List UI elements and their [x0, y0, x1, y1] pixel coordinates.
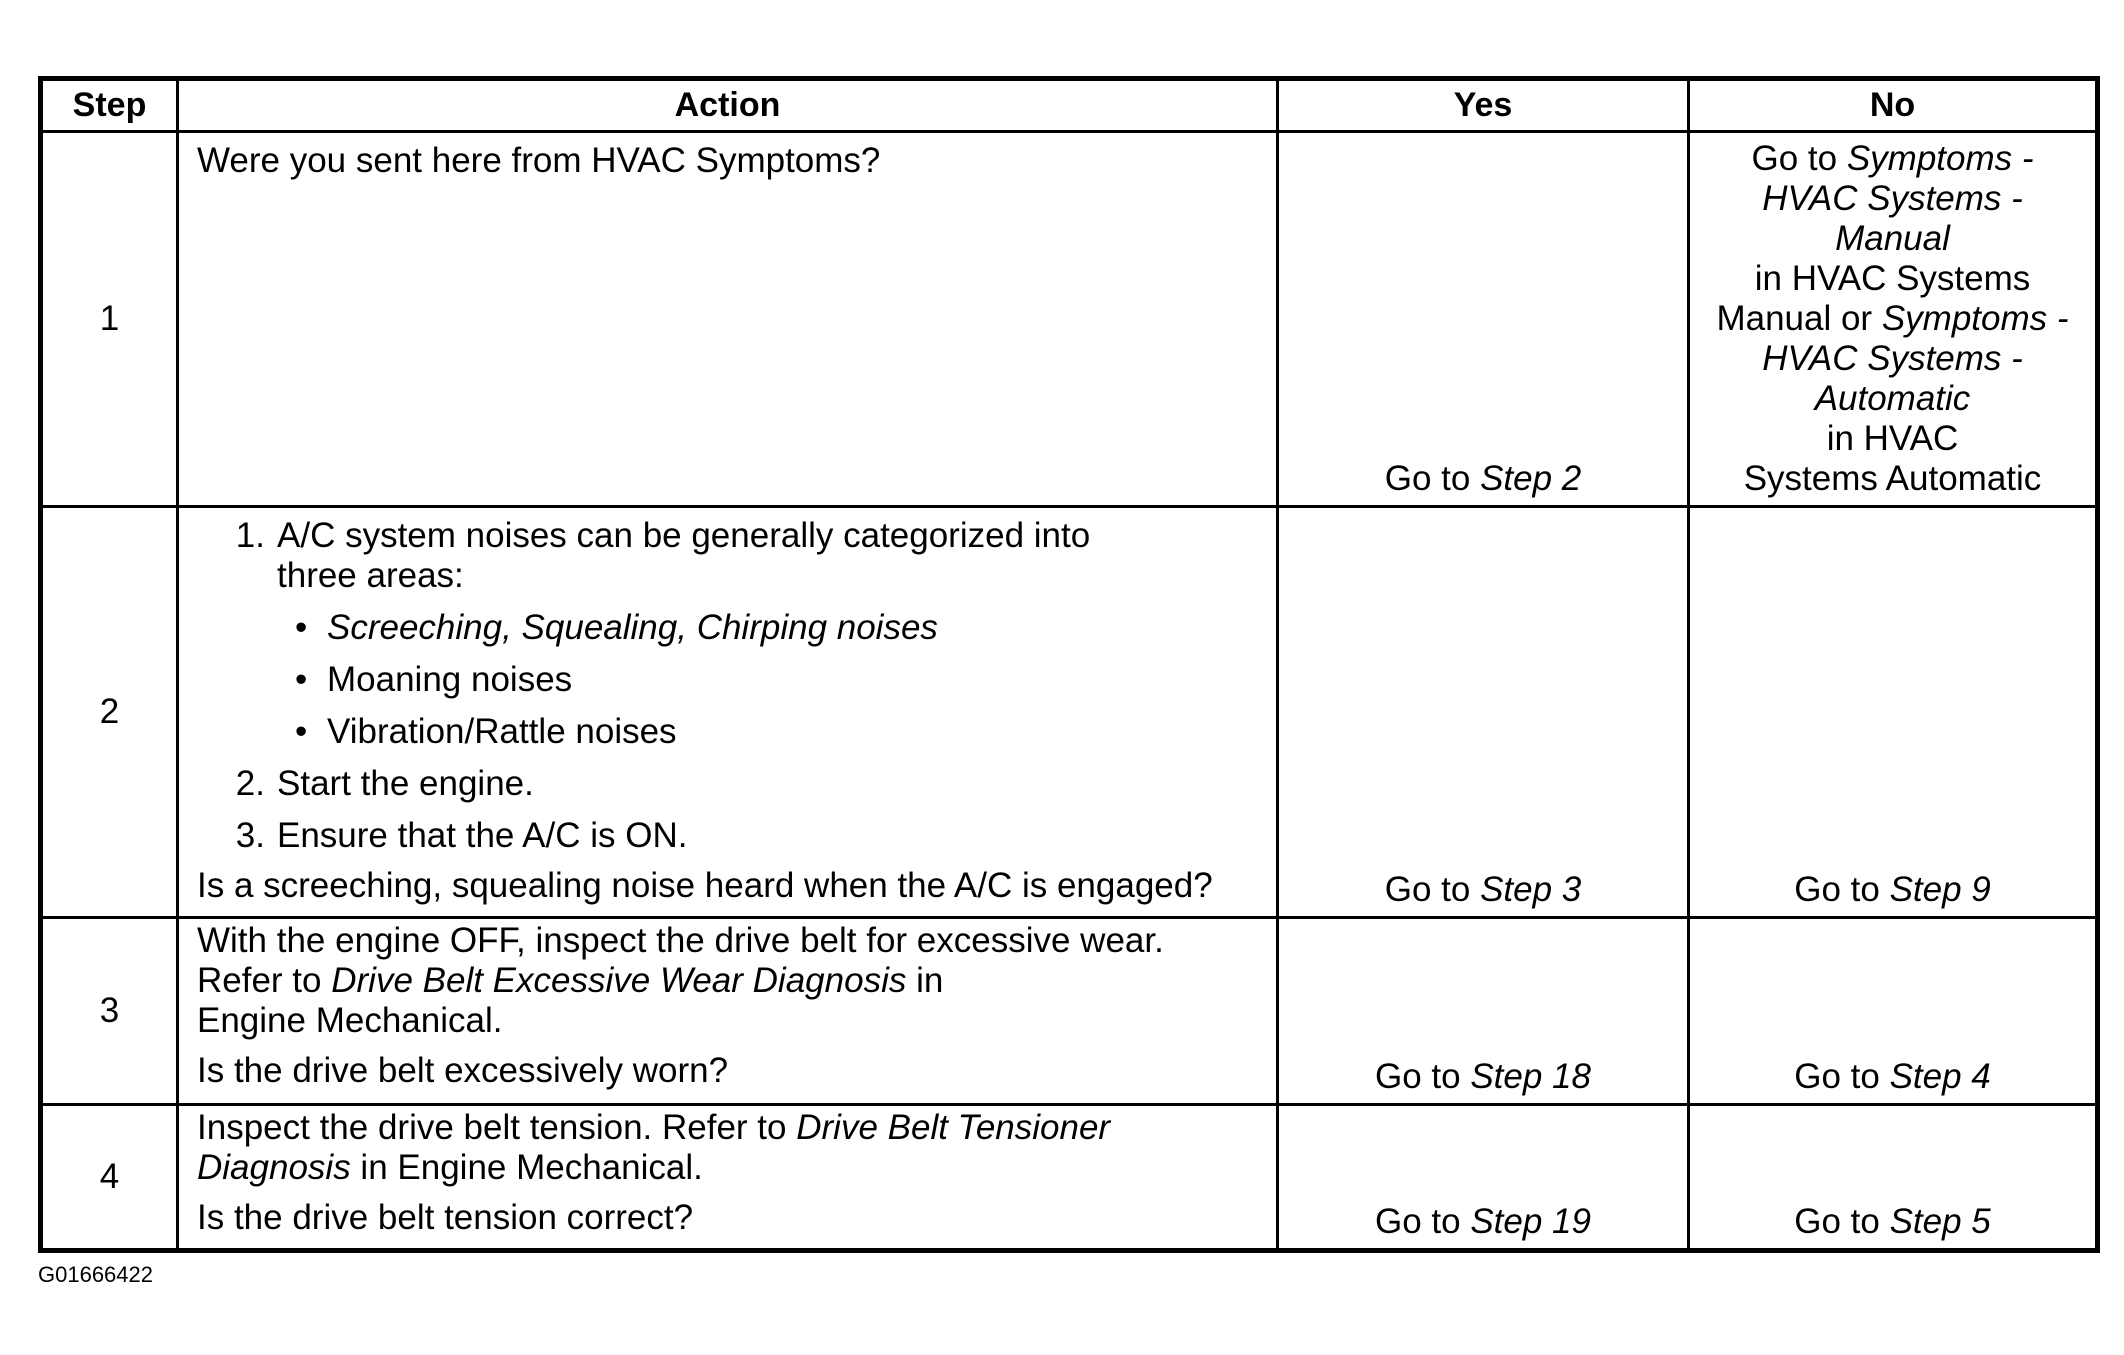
question-text: Is the drive belt tension correct? — [197, 1198, 694, 1237]
list-item: • Vibration/Rattle noises — [295, 712, 677, 751]
figure-code: G01666422 — [38, 1262, 153, 1287]
header-action: Action — [178, 79, 1278, 132]
step-link[interactable]: Step 9 — [1889, 870, 1991, 909]
symptoms-link[interactable]: HVAC Systems - — [1762, 179, 2023, 218]
action-steps — [197, 516, 1258, 856]
symptoms-link[interactable]: Symptoms - — [1881, 299, 2069, 338]
list-item: 2. Start the engine. — [235, 764, 534, 803]
diagnosis-link[interactable]: Drive Belt Excessive Wear Diagnosis — [331, 961, 907, 1000]
step-number: 1 — [41, 132, 178, 507]
action-cell: With the engine OFF, inspect the drive belt for excessive wear. Refer to Drive Belt Excessive Wear Diagnosis in Engine Mechanical. Is the drive belt excessively worn? — [178, 918, 1278, 1105]
action-cell — [178, 507, 1278, 918]
header-no: No — [1689, 79, 2098, 132]
table-row — [41, 918, 2098, 1105]
no-cell: Go to Symptoms - HVAC Systems - Manual in HVAC Systems Manual or Symptoms - HVAC Systems - Automatic in HVAC Systems Automatic — [1689, 132, 2098, 507]
no-cell: Go to Step 4 — [1689, 918, 2098, 1105]
header-yes: Yes — [1278, 79, 1689, 132]
symptoms-link[interactable]: Symptoms - — [1846, 139, 2034, 178]
symptoms-link[interactable]: HVAC Systems - — [1762, 339, 2023, 378]
list-item: 1. A/C system noises can be generally categorized into three areas: • Screeching, Squealing, Chirping noises • Moaning noises • Vibration/Rattle noises — [277, 516, 1258, 752]
yes-cell: Go to Step 2 — [1278, 132, 1689, 507]
yes-cell: Go to Step 3 — [1278, 507, 1689, 918]
table-row — [41, 132, 2098, 507]
question-text: Is the drive belt excessively worn? — [197, 1051, 729, 1090]
step-number: 3 — [41, 918, 178, 1105]
step-number: 2 — [41, 507, 178, 918]
diagnosis-link[interactable]: Diagnosis — [197, 1148, 351, 1187]
no-cell: Go to Step 9 — [1689, 507, 2098, 918]
no-cell: Go to Step 5 — [1689, 1105, 2098, 1251]
list-item: 3. Ensure that the A/C is ON. — [235, 816, 688, 855]
table-row — [41, 507, 2098, 918]
action-cell — [178, 132, 1278, 507]
diagnostic-table — [38, 76, 2100, 1253]
step-link[interactable]: Step 3 — [1480, 870, 1582, 909]
step-link[interactable]: Step 2 — [1480, 459, 1582, 498]
header-step: Step — [41, 79, 178, 132]
list-item: • Moaning noises — [295, 660, 573, 699]
step-link[interactable]: Step 5 — [1889, 1202, 1991, 1241]
noise-list — [277, 608, 1258, 752]
step-number: 4 — [41, 1105, 178, 1251]
table-row — [41, 1105, 2098, 1251]
symptoms-link[interactable]: Manual — [1835, 219, 1950, 258]
step-link[interactable]: Step 18 — [1470, 1057, 1591, 1096]
diagnosis-link[interactable]: Drive Belt Tensioner — [796, 1108, 1111, 1147]
action-cell: Inspect the drive belt tension. Refer to Drive Belt Tensioner Diagnosis in Engine Mechanical. Is the drive belt tension correct? — [178, 1105, 1278, 1251]
yes-cell: Go to Step 18 — [1278, 918, 1689, 1105]
step-link[interactable]: Step 19 — [1470, 1202, 1591, 1241]
action-text: Were you sent here from HVAC Symptoms? — [197, 141, 881, 180]
noise-link[interactable]: Screeching, Squealing, Chirping noises — [327, 608, 938, 647]
list-item: • Screeching, Squealing, Chirping noises — [295, 608, 938, 647]
yes-cell: Go to Step 19 — [1278, 1105, 1689, 1251]
symptoms-link[interactable]: Automatic — [1814, 379, 1971, 418]
question-text: Is a screeching, squealing noise heard when the A/C is engaged? — [197, 866, 1213, 905]
header-row — [41, 79, 2098, 132]
step-link[interactable]: Step 4 — [1889, 1057, 1991, 1096]
